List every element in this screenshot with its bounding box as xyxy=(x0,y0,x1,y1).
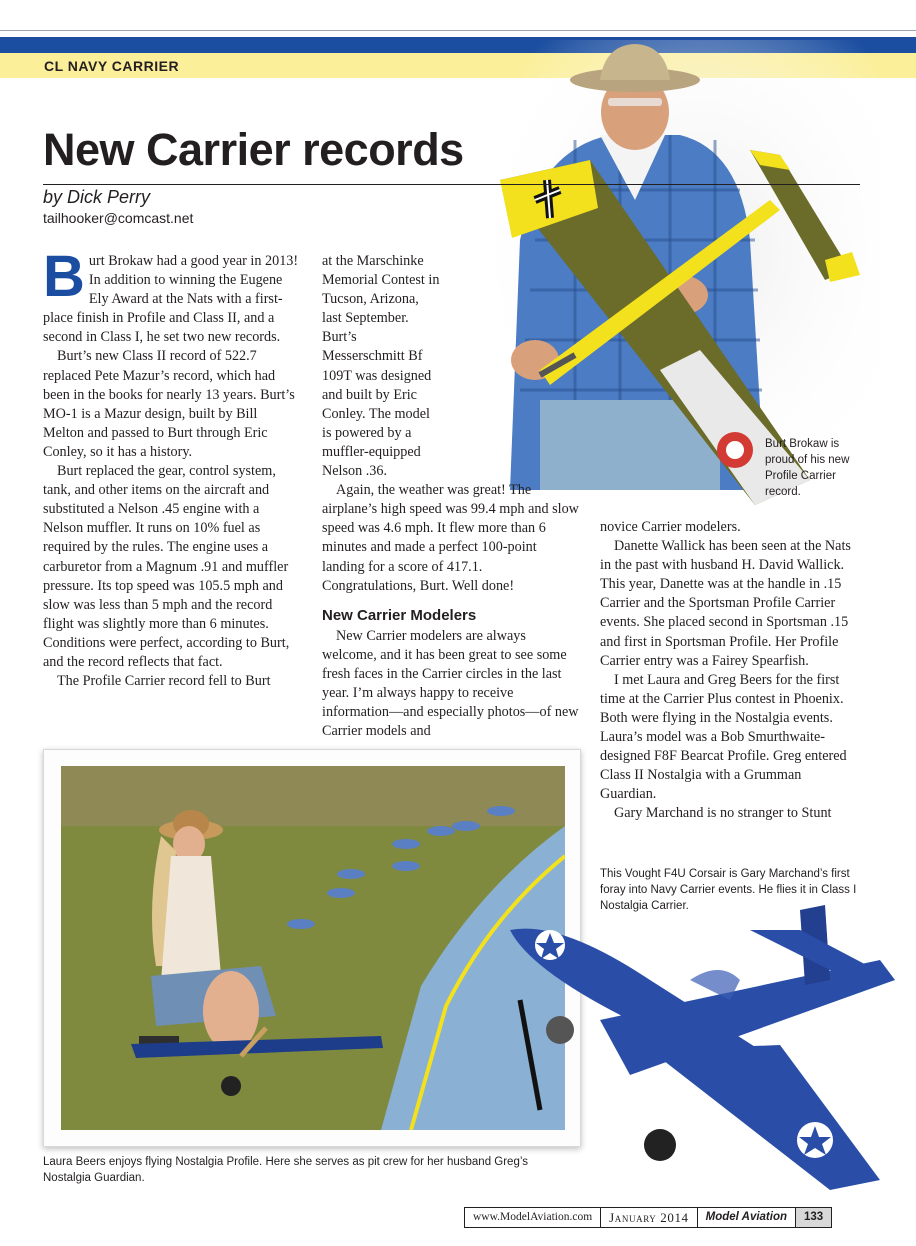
top-rule xyxy=(0,30,916,31)
footer-website[interactable]: www.ModelAviation.com xyxy=(465,1208,601,1227)
footer-issue-date: January 2014 xyxy=(601,1208,698,1227)
footer xyxy=(464,1207,832,1228)
drop-cap: B xyxy=(43,244,85,309)
paragraph: Burt Brokaw had a good year in 2013! In addition to winning the Eugene Ely Award at the Nats with a first-place finish in Profile and Class II, and a second in Class I, he set two new records. xyxy=(43,244,299,346)
author-email[interactable]: tailhooker@comcast.net xyxy=(43,210,194,226)
caption-burt: Burt Brokaw is proud of his new Profile Carrier record. xyxy=(765,438,850,498)
paragraph: The Profile Carrier record fell to Burt xyxy=(57,673,271,690)
paragraph: I met Laura and Greg Beers for the first time at the Carrier Plus contest in Phoenix. Both were flying in the Nostalgia events. Laura’s model was a Bob Smurthwaite-designed F8F Bearcat Profile. Greg entered Class II Nostalgia with a Grumman Guardian. xyxy=(600,671,847,803)
paragraph: Burt’s new Class II record of 522.7 replaced Pete Mazur’s record, which had been in the books for nearly 13 years. Burt’s MO-1 is a Mazur design, built by Bill Melton and passed to Burt through Eric Conley, so it has a history. xyxy=(43,348,295,460)
subhead: New Carrier Modelers xyxy=(322,606,477,624)
column-3 xyxy=(600,518,860,824)
footer-page-number: 133 xyxy=(796,1208,831,1227)
paragraph: Danette Wallick has been seen at the Nats in the past with husband H. David Wallick. This year, Danette was at the handle in .15 Carrier and the Sportsman Profile Carrier events. She placed second in Sportsman .15 and first in Sportsman Profile. Her Profile Carrier entry was a Fairey Spearfish. xyxy=(600,538,851,669)
paragraph: Again, the weather was great! The airplane’s high speed was 99.4 mph and slow speed was 4.6 mph. It flew more than 6 minutes and made a perfect 100-point landing for a score of 417.1. Congratulations, Burt. Well done! xyxy=(322,482,579,594)
article-title: New Carrier records xyxy=(43,124,464,175)
column-2 xyxy=(322,252,580,741)
footer-magazine-name: Model Aviation xyxy=(698,1208,796,1227)
column-1 xyxy=(43,244,301,691)
title-rule xyxy=(43,184,860,185)
paragraph: novice Carrier modelers. xyxy=(600,519,741,535)
paragraph: Gary Marchand is no stranger to Stunt xyxy=(614,805,832,822)
paragraph: Burt replaced the gear, control system, tank, and other items on the aircraft and substituted a Nelson .45 engine with a Nelson muffler. It runs on 10% fuel as required by the rules. The engine uses a carburetor from a Magnum .91 and muffler pressure. Its top speed was 105.5 mph and slow was less than 5 mph and the record flight was slightly more than 6 minutes. Conditions were perfect, according to Burt, and the record reflects that fact. xyxy=(43,463,290,670)
section-label: CL NAVY CARRIER xyxy=(44,58,180,74)
laura-photo xyxy=(61,766,565,1130)
paragraph: at the Marschinke Memorial Contest in Tucson, Arizona, last September. Burt’s Messerschmitt Bf 109T was designed and built by Eric Conley. The model is powered by a muffler-equipped Nelson .36. xyxy=(322,253,440,480)
byline: by Dick Perry xyxy=(43,187,151,207)
caption-laura: Laura Beers enjoys flying Nostalgia Profile. Here she serves as pit crew for her husband Greg’s Nostalgia Guardian. xyxy=(43,1156,528,1184)
paragraph: New Carrier modelers are always welcome, and it has been great to see some fresh faces in the Carrier circles in the last year. I’m always happy to receive information—and especially photos—of new Carrier models and xyxy=(322,627,579,740)
caption-corsair: This Vought F4U Corsair is Gary Marchand’s first foray into Navy Carrier events. He flies it in Class I Nostalgia Carrier. xyxy=(600,868,857,912)
